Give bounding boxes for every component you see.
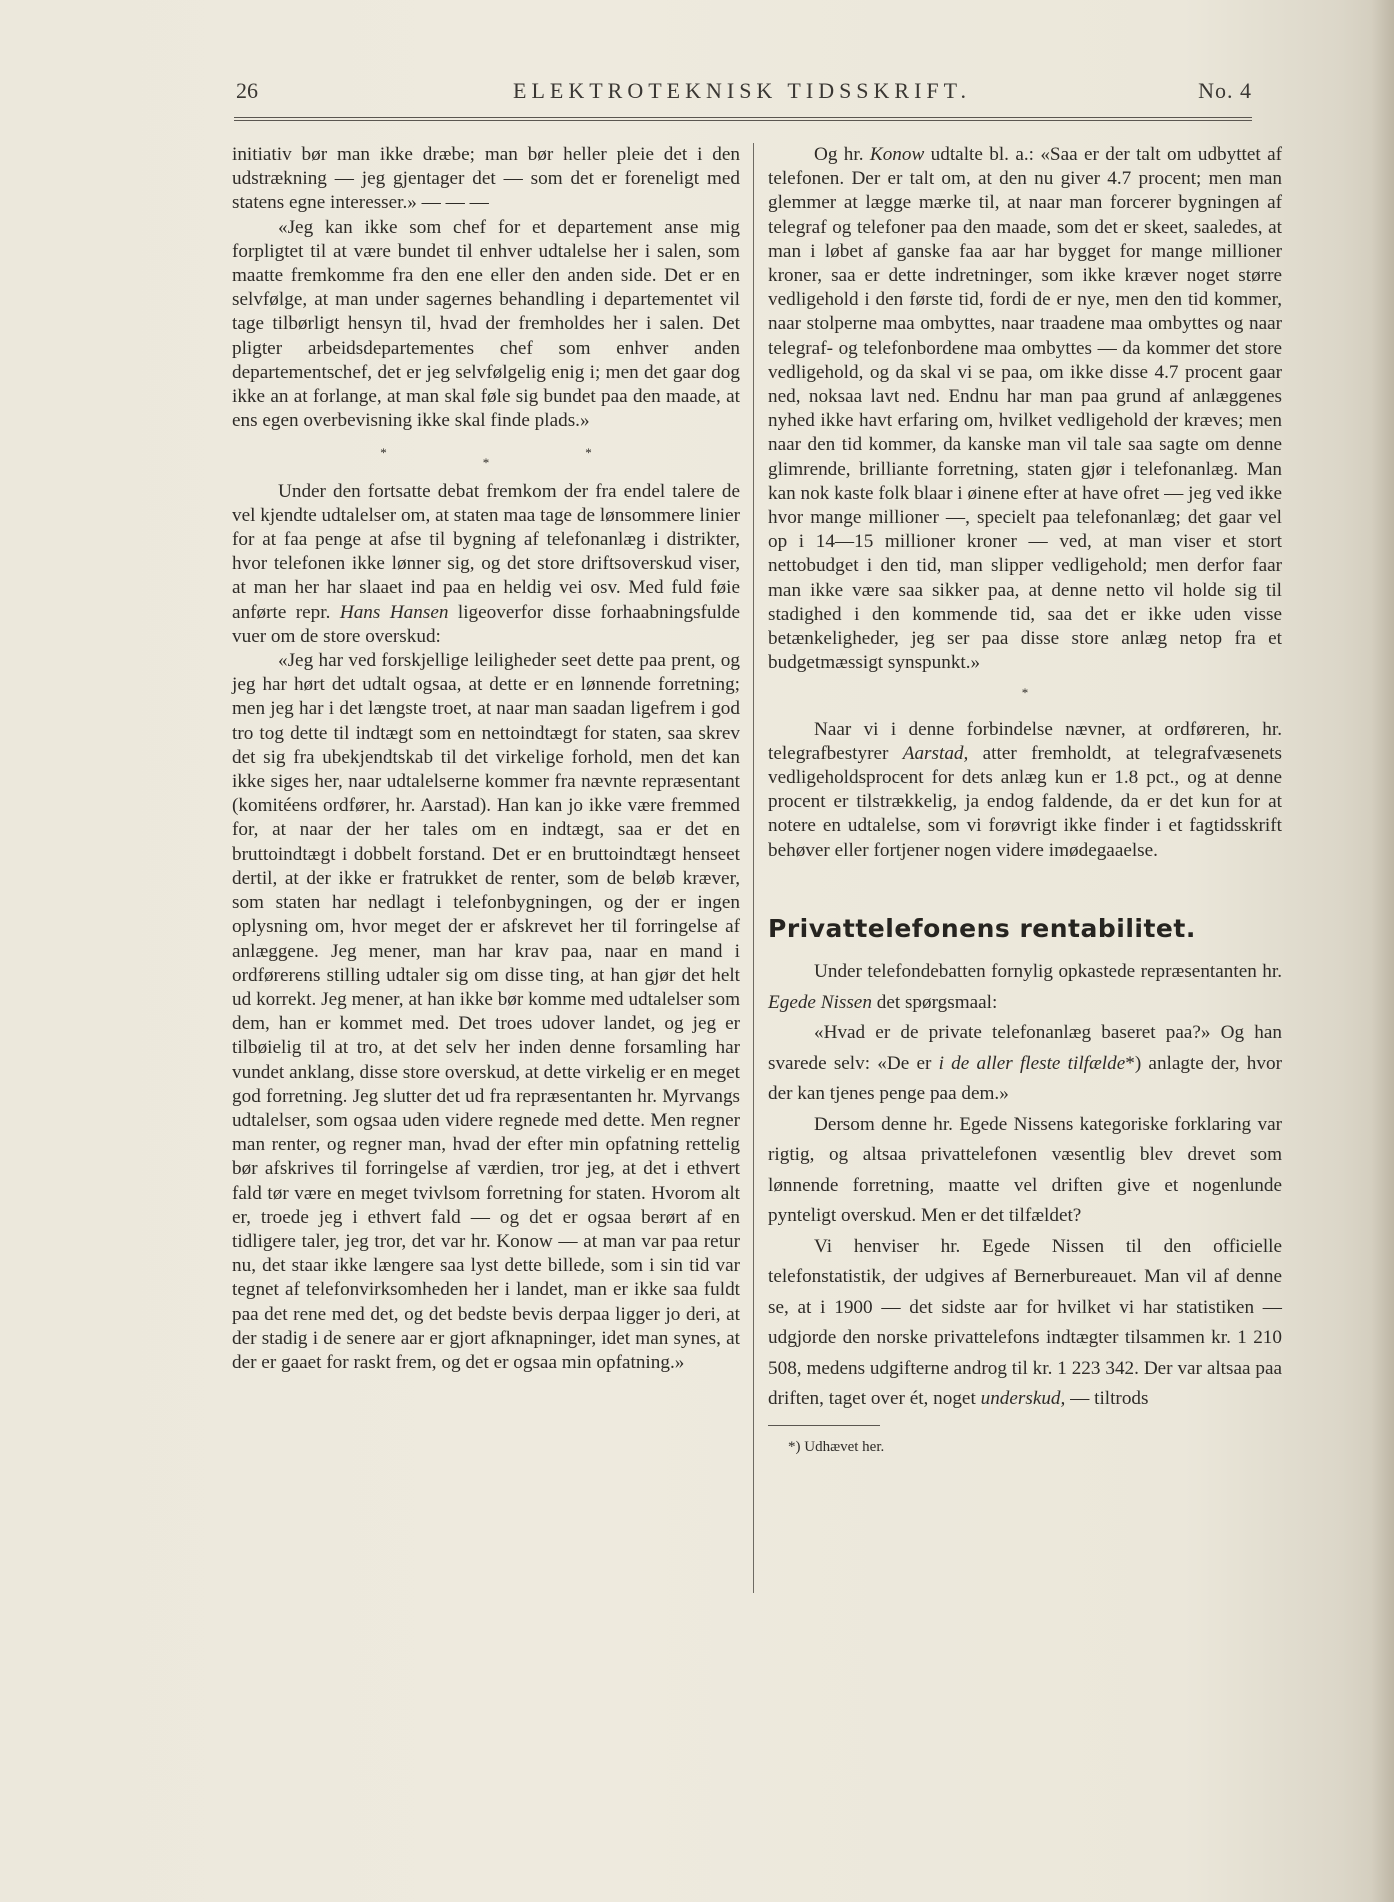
section-body xyxy=(768,957,1282,1415)
section-title: Privattelefonens rentabilitet. xyxy=(768,913,1196,943)
footnote-rule xyxy=(768,1425,880,1426)
left-column xyxy=(232,143,740,1375)
paragraph: Og hr. Konow udtalte bl. a.: «Saa er der talt om udbyttet af telefonen. Der er talt om, at den nu giver 4.7 procent; men man glemmer at lægge mærke til, at naar man forcerer bygningen af telegraf og telefoner paa den maade, som det er skeet, saaledes, at man i løbet af ganske faa aar har bygget for mange millioner kroner, saa er dette indretninger, som ikke kræver noget større vedligehold i den første tid, fordi de er nye, men den tid kommer, naar stolperne maa ombyttes, naar traadene maa ombyttes og naar telegraf- og telefonbordene maa ombyttes — da kommer det store vedligehold, og da skal vi se paa, om ikke disse 4.7 procent gaar ned, noksaa lavt ned. Endnu har man paa grund af anlæggenes nyhed ikke havt erfaring om, hvilket vedligehold der kræves; men naar den tid kommer, da kanske man vil tale saa sagte om denne glimrende, brilliante forretning, staten gjør i telefonanlæg. Man kan nok kaste folk blaar i øinene efter at have ofret — jeg ved ikke hvor mange millioner —, specielt paa telefonanlæg; det gaar vel op i 14—15 millioner kroner — ved, at man viser et stort nettobudget i den tid, man slipper vedligehold; men derfor faar man ikke være saa sikker paa, at denne netto vil holde sig til stadighed i den kommende tid, saa det er ikke uden visse betænkeligheder, jeg ser paa disse store anlæg netop fra et budgetmæssigt synspunkt.» xyxy=(768,144,1283,674)
paragraph: «Hvad er de private telefonanlæg baseret paa?» Og han svarede selv: «De er i de aller fleste tilfælde*) anlagte der, hvor der kan tjenes penge paa dem.» xyxy=(768,1022,1282,1105)
page-edge-shadow xyxy=(1372,0,1394,1902)
header-double-rule xyxy=(234,117,1252,121)
person-name: Aarstad, xyxy=(902,742,969,764)
paragraph: «Jeg har ved forskjellige leiligheder seet dette paa prent, og jeg har hørt det udtalt ogsaa, at dette er en lønnende forretning; men jeg har i det længste troet, at naar man saadan ligefrem i god tro tog dette til indtægt som en nettoindtægt for staten, saa skrev det sig fra ubekjendtskab til det virkelige forhold, men det kan ikke siges her, naar udtalelserne kommer fra nævnte repræsentant (komitéens ordfører, hr. Aarstad). Han kan jo ikke være fremmed for, at naar der her tales om en indtægt, saa er det en bruttoindtægt i dobbelt forstand. Det er en bruttoindtægt henseet dertil, at der ikke er fratrukket de renter, som de beløb kræver, som staten har nedlagt i telefonbygningen, og der er ingen oplysning om, hvor meget der er afskrevet her til forringelse af anlæggene. Jeg mener, man har krav paa, naar en mand i ordførerens stilling udtaler sig om disse ting, at han gjør det helt ud korrekt. Jeg mener, at han ikke bør komme med udtalelser som dem, han er kommet med. Det troes udover landet, og jeg er tilbøielig til at tro, at det selv her inden denne forsamling har vundet anklang, disse store overskud, at dette virkelig er en meget god forretning. Jeg slutter det ud fra repræsentanten hr. Myrvangs udtalelser, som ogsaa uden videre regnede med dette. Men regner man renter, og regner man, hvad der efter min opfatning rettelig bør afskrives til forringelse af værdien, tror jeg, at det i ethvert fald tør være en meget tvivlsom forretning for staten. Hvorom alt er, troede jeg i ethvert fald — og det er ogsaa berørt af en tidligere taler, jeg tror, det var hr. Konow — at man var paa retur nu, det staar ikke længere saa lyst dette billede, som i sin tid var tegnet af telefonvirksomheden her i landet, man er ikke saa fuldt paa det rene med det, og det bedste bevis derpaa ligger jo deri, at der stadig i de senere aar er gjort afknapninger, idet man synes, at der er gaaet for raskt frem, og det er ogsaa min opfatning.» xyxy=(232,650,740,1373)
emphasis: underskud, xyxy=(980,1388,1066,1410)
running-header xyxy=(232,74,1252,104)
paragraph: Dersom denne hr. Egede Nissens kategoriske forklaring var rigtig, og altsaa privattelefonen væsentlig blev drevet som lønnende forretning, maatte vel driften give et nogenlunde pynteligt overskud. Men er det tilfældet? xyxy=(768,1113,1282,1227)
column-divider xyxy=(753,143,754,1593)
paragraph: initiativ bør man ikke dræbe; man bør heller pleie det i den udstrækning — jeg gjentager det — som det er foreneligt med statens egne interesser.» — — — xyxy=(232,144,740,214)
emphasis: i de aller fleste tilfælde xyxy=(938,1052,1126,1074)
paragraph: Naar vi i denne forbindelse nævner, at ordføreren, hr. telegrafbestyrer Aarstad, atter fremholdt, at telegrafvæsenets vedligeholdsprocent for dets anlæg kun er 1.8 pct., og at denne procent er tilstrækkelig, ja endog faldende, da er det kun for at notere en udtalelse, som vi forøvrigt ikke finder i et fagtidsskrift behøver eller fortjener nogen videre imødegaaelse. xyxy=(768,718,1282,861)
paragraph: Under telefondebatten fornylig opkastede repræsentanten hr. Egede Nissen det spørgsmaal: xyxy=(768,961,1282,1013)
paragraph: «Jeg kan ikke som chef for et departement anse mig forpligtet til at være bundet til enhver udtalelse her i salen, som maatte fremkomme fra den ene eller den anden side. Det er en selvfølge, at man under sagernes behandling i departementet vil tage tilbørligt hensyn til, hvad der fremholdes her i salen. Det pligter arbeidsdepartementes chef som enhver anden departementschef, det er jeg selvfølgelig enig i; men det gaar dog ikke an at forlange, at man skal føle sig bundet paa den maade, at ens egen overbevisning ikke skal finde plads.» xyxy=(232,216,740,432)
paragraph: Vi henviser hr. Egede Nissen til den officielle telefonstatistik, der udgives af Bernerbureauet. Man vil af denne se, at i 1900 — det sidste aar for hvilket vi har statistiken — udgjorde den norske privattelefons indtægter tilsammen kr. 1 210 508, medens udgifterne androg til kr. 1 223 342. Der var altsaa paa driften, taget over ét, noget underskud, — tiltrods xyxy=(768,1235,1282,1410)
footnote: *) Udhævet her. xyxy=(788,1438,885,1455)
person-name: Hans Hansen xyxy=(339,601,449,623)
section-separator-asterisks: *** xyxy=(380,445,688,471)
person-name: Konow xyxy=(869,144,925,165)
issue-number: No. 4 xyxy=(1198,78,1252,103)
right-column xyxy=(768,143,1282,1456)
page-number: 26 xyxy=(236,78,258,103)
journal-title: ELEKTROTEKNISK TIDSSKRIFT. xyxy=(513,78,971,103)
paragraph: Under den fortsatte debat fremkom der fra endel talere de vel kjendte udtalelser om, at staten maa tage de lønsommere linier for at faa penge at afse til bygning af telefonanlæg i distrikter, hvor telefonen ikke lønner sig, og det store driftsoverskud viser, at man her har slaaet ind paa en heldig vei osv. Med fuld føie anførte repr. Hans Hansen ligeoverfor disse forhaabningsfulde vuer om de store overskud: xyxy=(232,480,740,647)
person-name: Egede Nissen xyxy=(768,991,872,1013)
section-separator-asterisk: * xyxy=(1021,685,1029,701)
